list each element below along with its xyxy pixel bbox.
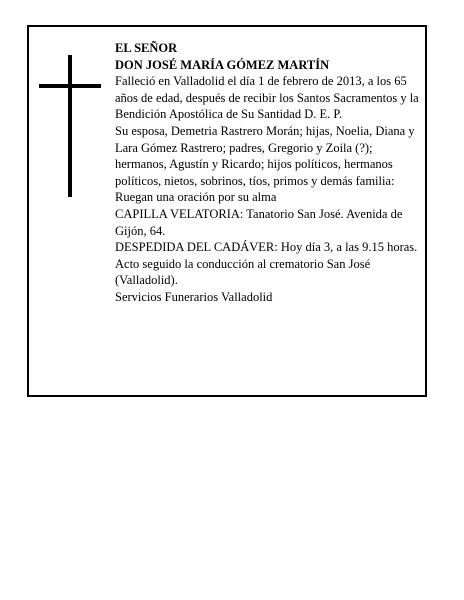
title-line: EL SEÑOR (115, 41, 178, 55)
prayer-request: Ruegan una oración por su alma (115, 190, 277, 205)
notice-text (115, 40, 423, 306)
deceased-name: DON JOSÉ MARÍA GÓMEZ MARTÍN (115, 57, 330, 72)
family-list: Su esposa, Demetria Rastrero Morán; hijas, Noelia, Diana y Lara Gómez Rastrero; padres, Gregorio y Zoila (?); hermanos, Agustín y Ricardo; hijos políticos, hermanos políticos, nietos, sobrinos, tíos, primos y demás familia: (115, 123, 415, 188)
cross-icon-horizontal (39, 84, 101, 88)
farewell-details: DESPEDIDA DEL CADÁVER: Hoy día 3, a las 9.15 horas. Acto seguido la conducción al crematorio San José (Valladolid). (115, 240, 418, 288)
wake-chapel: CAPILLA VELATORIA: Tanatorio San José. Avenida de Gijón, 64. (115, 206, 403, 238)
obituary-notice (27, 25, 427, 397)
funeral-service: Servicios Funerarios Valladolid (115, 289, 273, 304)
death-announcement: Falleció en Valladolid el día 1 de febrero de 2013, a los 65 años de edad, después de recibir los Santos Sacramentos y la Bendición Apostólica de Su Santidad D. E. P. (115, 74, 419, 122)
cross-icon-vertical (68, 55, 72, 197)
